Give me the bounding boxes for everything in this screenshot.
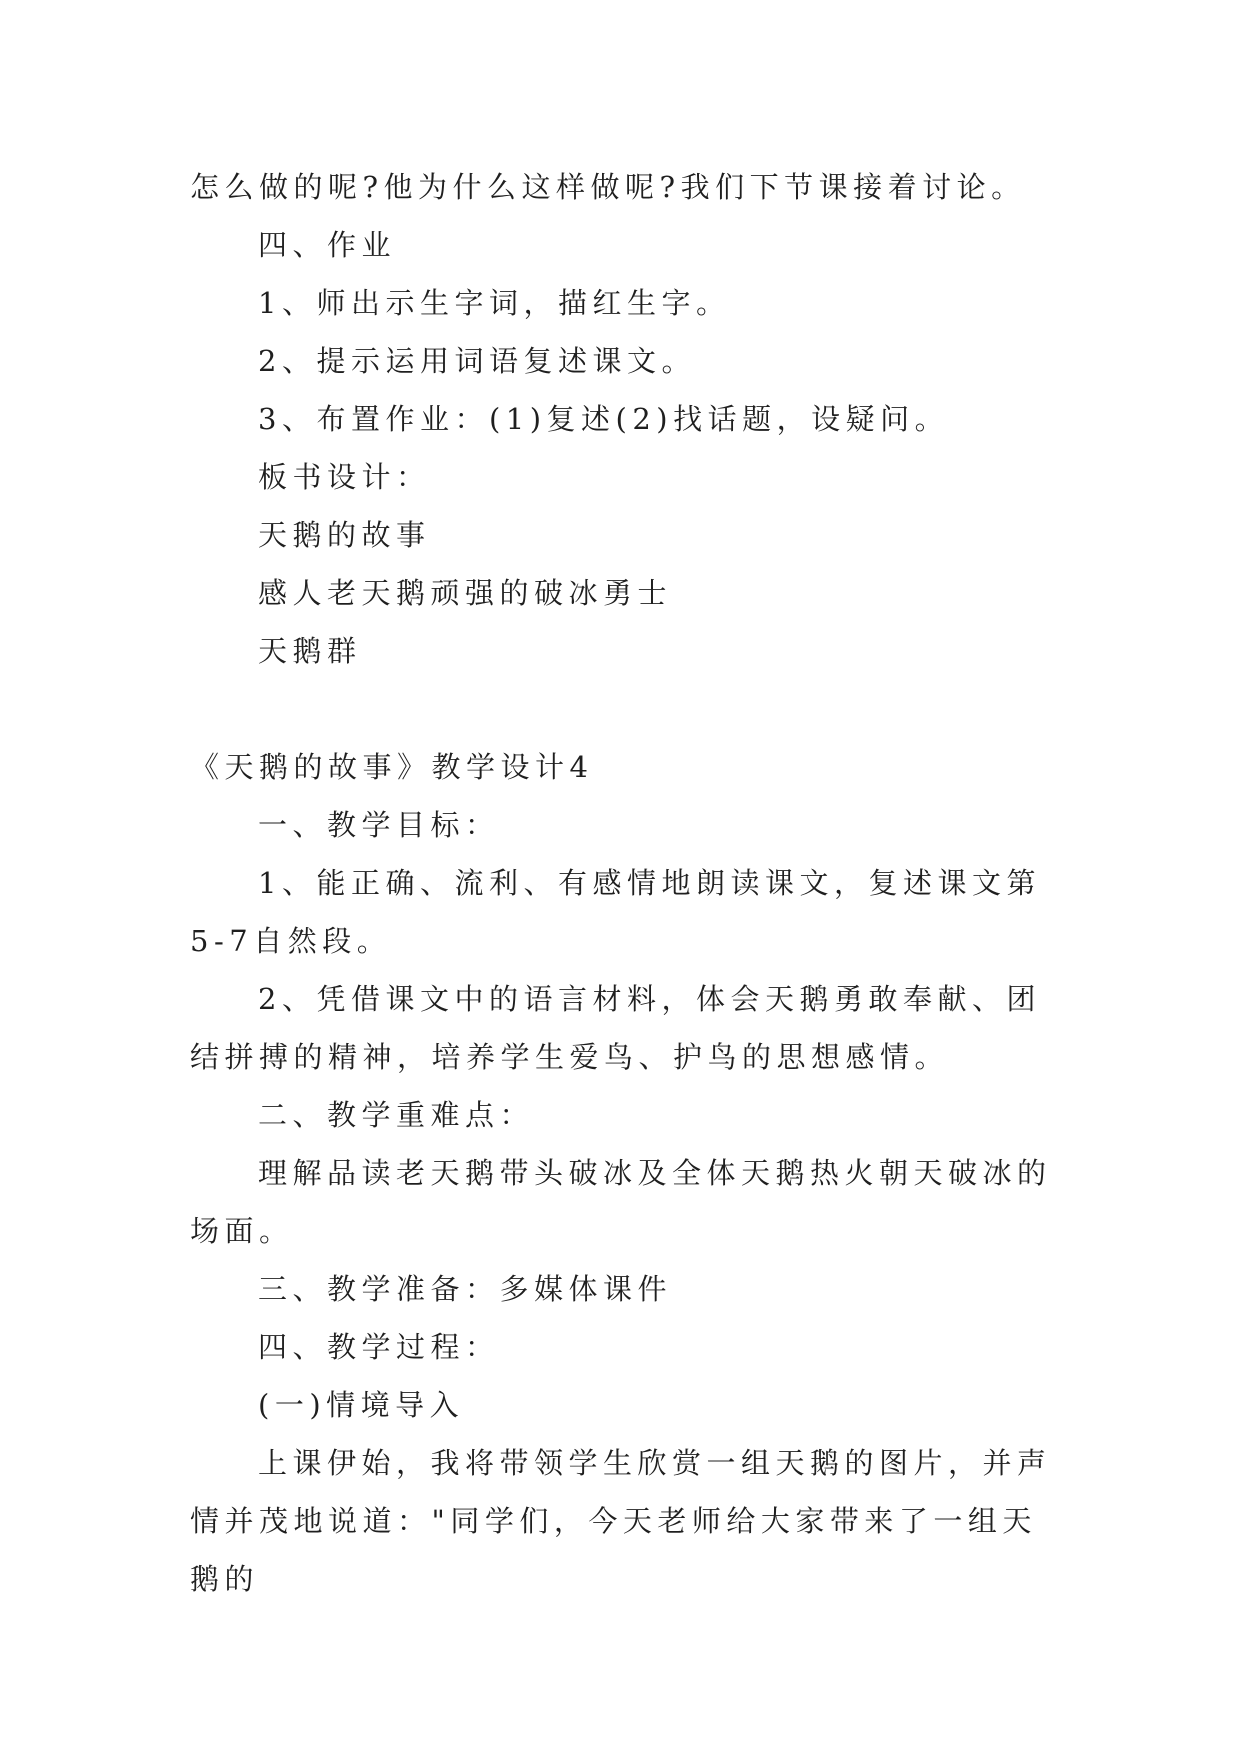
paragraph-board-design-heading: 板书设计： [258, 460, 431, 494]
paragraph-homework-heading: 四、作业 [258, 228, 397, 262]
document-body [190, 158, 1058, 1608]
paragraph-intro-text: 上课伊始，我将带领学生欣赏一组天鹅的图片，并声情并茂地说道："同学们，今天老师给大家带来了一组天鹅的 [190, 1446, 1052, 1596]
paragraph-objectives-heading: 一、教学目标： [258, 808, 500, 842]
paragraph-board-line-2: 感人老天鹅顽强的破冰勇士 [258, 576, 673, 610]
paragraph-key-points-heading: 二、教学重难点： [258, 1098, 535, 1132]
paragraph-homework-3: 3、布置作业：(1)复述(2)找话题，设疑问。 [258, 402, 950, 436]
paragraph-board-line-1: 天鹅的故事 [258, 518, 431, 552]
paragraph-continuation: 怎么做的呢?他为什么这样做呢?我们下节课接着讨论。 [190, 170, 1026, 204]
paragraph-board-line-3: 天鹅群 [258, 634, 362, 668]
section-gap [190, 680, 1058, 738]
paragraph-objective-2: 2、凭借课文中的语言材料，体会天鹅勇敢奉献、团结拼搏的精神，培养学生爱鸟、护鸟的思想感情。 [190, 982, 1041, 1074]
paragraph-homework-2: 2、提示运用词语复述课文。 [258, 344, 696, 378]
section-title: 《天鹅的故事》教学设计4 [190, 750, 594, 784]
paragraph-intro-heading: (一)情境导入 [258, 1388, 465, 1422]
paragraph-objective-1: 1、能正确、流利、有感情地朗读课文，复述课文第5-7自然段。 [190, 866, 1041, 958]
paragraph-homework-1: 1、师出示生字词，描红生字。 [258, 286, 731, 320]
paragraph-process-heading: 四、教学过程： [258, 1330, 500, 1364]
paragraph-preparation: 三、教学准备：多媒体课件 [258, 1272, 673, 1306]
paragraph-key-points: 理解品读老天鹅带头破冰及全体天鹅热火朝天破冰的场面。 [190, 1156, 1052, 1248]
